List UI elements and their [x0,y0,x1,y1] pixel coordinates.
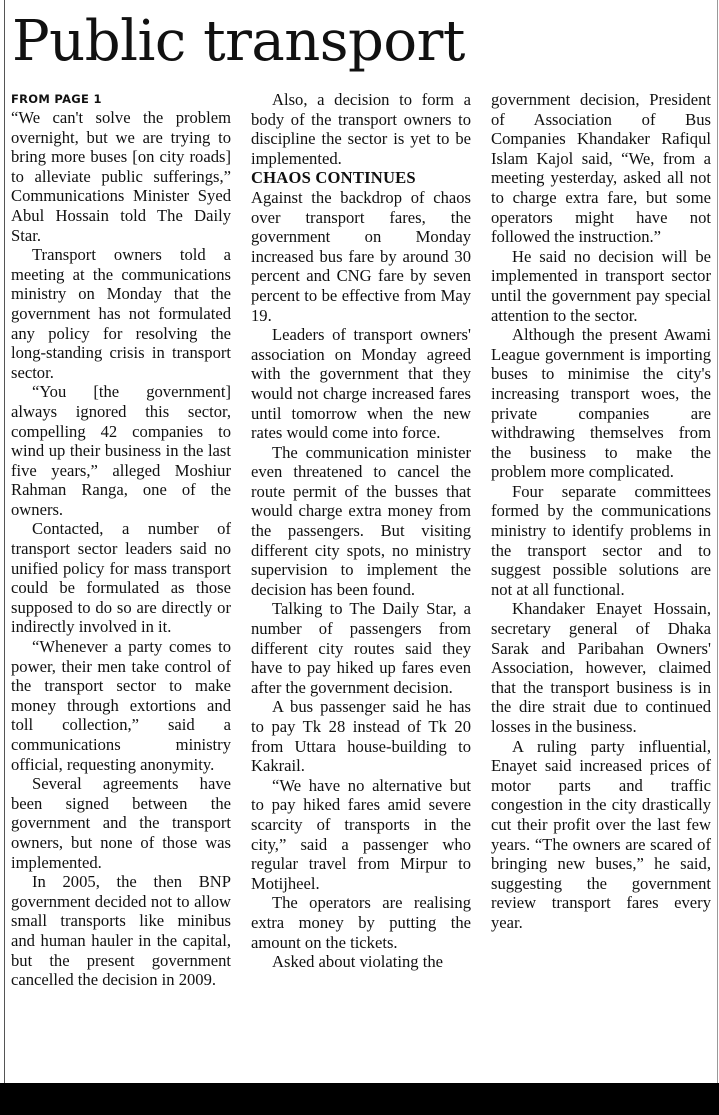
section-subhead: CHAOS CONTINUES [251,168,416,188]
paragraph: “You [the government] always ignored this sector, compelling 42 companies to wind up their business in the last five years,” alleged Moshiur Rahman Ranga, one of the owners. [11,382,231,519]
article-column-3 [491,90,711,933]
bottom-black-bar [0,1083,719,1115]
paragraph: “We can't solve the problem overnight, but we are trying to bring more buses [on city roads] to alleviate public sufferings,” Communications Minister Syed Abul Hossain told The Daily Star. [11,108,231,245]
paragraph: Against the backdrop of chaos over transport fares, the government on Monday increased bus fare by around 30 percent and CNG fare by seven percent to be effective from May 19. [251,187,471,325]
right-border-rule [717,0,718,1083]
paragraph: Contacted, a number of transport sector leaders said no unified policy for mass transport could be formulated as those supposed to do so are directly or indirectly involved in it. [11,519,231,637]
left-border-rule [4,0,5,1083]
paragraph: government decision, President of Association of Bus Companies Khandaker Rafiqul Islam Kajol said, “We, from a meeting yesterday, asked all not to charge extra fare, but some operators might have not followed the instruction.” [491,90,711,247]
paragraph: A ruling party influential, Enayet said increased prices of motor parts and traffic congestion in the city drastically cut their profit over the last few years. “The owners are scared of bringing new buses,” he said, suggesting the government review transport fares every year. [491,736,711,932]
article-column-1 [11,90,231,990]
paragraph: “We have no alternative but to pay hiked fares amid severe scarcity of transports in the city,” said a passenger who regular travel from Mirpur to Motijheel. [251,775,471,893]
paragraph: In 2005, the then BNP government decided not to allow small transports like minibus and human hauler in the capital, but the present government cancelled the decision in 2009. [11,872,231,990]
paragraph: Khandaker Enayet Hossain, secretary general of Dhaka Sarak and Paribahan Owners' Association, however, claimed that the transport business is in the dire strait due to continued losses in the business. [491,599,711,736]
continuation-kicker: FROM PAGE 1 [11,92,102,106]
paragraph: Although the present Awami League government is importing buses to minimise the city's increasing transport woes, the private companies are withdrawing themselves from the business to make the problem more complicated. [491,325,711,482]
paragraph: A bus passenger said he has to pay Tk 28 instead of Tk 20 from Uttara house-building to Kakrail. [251,697,471,776]
headline: Public transport [12,9,465,74]
paragraph: Also, a decision to form a body of the transport owners to discipline the sector is yet to be implemented. [251,90,471,168]
paragraph: Several agreements have been signed between the government and the transport owners, but none of those was implemented. [11,774,231,872]
paragraph: Leaders of transport owners' association on Monday agreed with the government that they would not charge increased fares until tomorrow when the new rates would come into force. [251,325,471,443]
paragraph: Transport owners told a meeting at the communications ministry on Monday that the government has not formulated any policy for resolving the long-standing crisis in transport sector. [11,245,231,382]
paragraph: “Whenever a party comes to power, their men take control of the transport sector to make money through extortions and toll collection,” said a communications ministry official, requesting anonymity. [11,637,231,774]
paragraph: He said no decision will be implemented in transport sector until the government pay special attention to the sector. [491,246,711,325]
paragraph: The communication minister even threatened to cancel the route permit of the busses that would charge extra money from the passengers. But visiting different city spots, no ministry supervision to implement the decision has been found. [251,442,471,599]
article-column-2 [251,90,471,972]
paragraph: The operators are realising extra money by putting the amount on the tickets. [251,893,471,952]
paragraph: Talking to The Daily Star, a number of passengers from different city routes said they have to pay hiked up fares even after the government decision. [251,599,471,697]
paragraph: Four separate committees formed by the communications ministry to identify problems in the transport sector and to suggest possible solutions are not at all functional. [491,481,711,599]
paragraph: Asked about violating the [272,952,443,972]
